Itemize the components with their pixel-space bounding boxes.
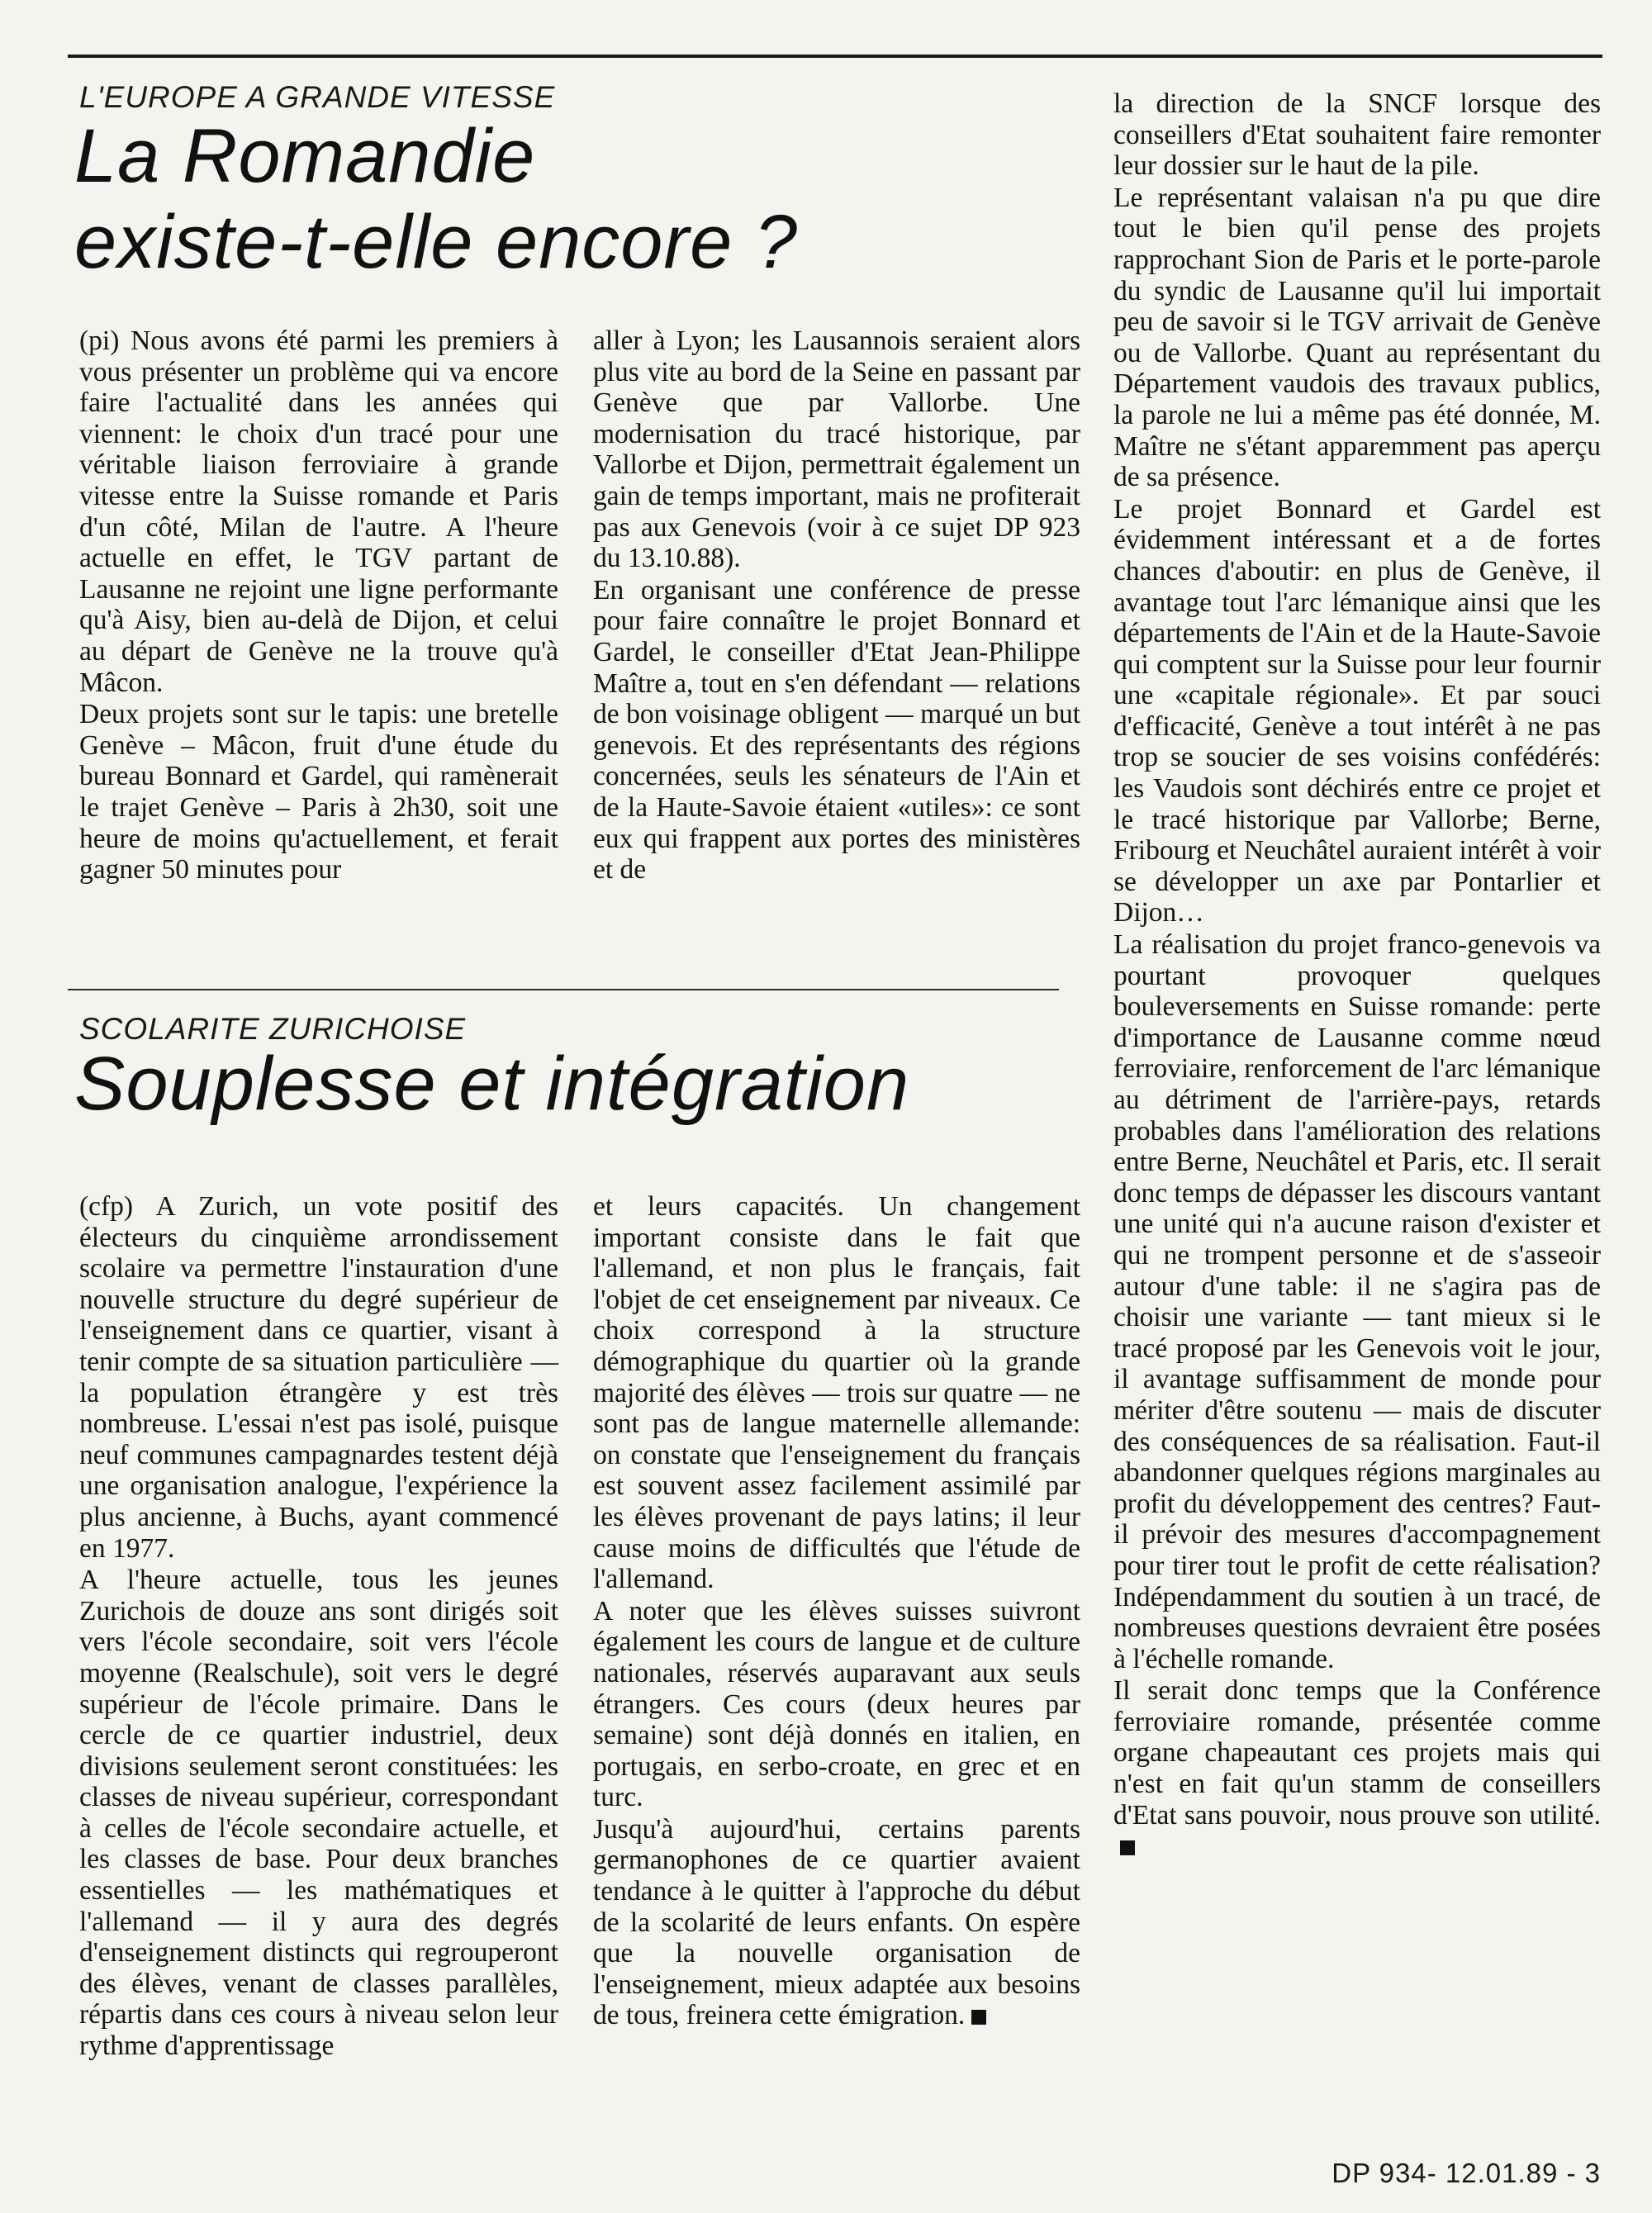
paragraph: A l'heure actuelle, tous les jeunes Zurichois de douze ans sont dirigés soit vers l'école secondaire, soit vers l'école moyenne (Realschule), soit vers le degré supérieur de l'école primaire. Dans le cercle de ce quartier industriel, deux divisions seulement seront constituées: les classes de niveau supérieur, correspondant à celles de l'école secondaire actuelle, et les classes de base. Pour deux branches essentielles — les mathématiques et l'allemand — il y aura des degrés d'enseignement distincts qui regrouperont des élèves, venant de classes parallèles, répartis dans ces cours à niveau selon leur rythme d'apprentissage bbox=[79, 1565, 558, 2062]
paragraph: En organisant une conférence de presse pour faire connaître le projet Bonnard et Gardel, le conseiller d'Etat Jean-Philippe Maître a, tout en s'en défendant — relations de bon voisinage obligent — marqué un but genevois. Et des représentants des régions concernées, seuls les sénateurs de l'Ain et de la Haute-Savoie étaient «utiles»: ce sont eux qui frappent aux portes des ministères et de bbox=[593, 574, 1080, 886]
top-rule bbox=[68, 55, 1602, 58]
article-headline bbox=[74, 113, 798, 285]
paragraph-text: Il serait donc temps que la Conférence ferroviaire romande, présentée comme organe chapeautant ces projets mais qui n'est en fait qu'un stamm de conseillers d'Etat sans pouvoir, nous prouve son utilité. bbox=[1113, 1675, 1601, 1831]
article-kicker: L'EUROPE A GRANDE VITESSE bbox=[79, 80, 556, 114]
paragraph-text: Jusqu'à aujourd'hui, certains parents germanophones de ce quartier avaient tendance à le quitter à l'approche du début de la scolarité de leurs enfants. On espère que la nouvelle organisation de l'enseignement, mieux adaptée aux besoins de tous, freinera cette émigration. bbox=[593, 1813, 1080, 2031]
section-rule bbox=[68, 989, 1059, 990]
paragraph: Le projet Bonnard et Gardel est évidemment intéressant et a de fortes chances d'aboutir: en plus de Genève, il avantage tout l'arc lémanique ainsi que les départements de l'Ain et de la Haute-Savoie qui comptent sur la Suisse pour leur fournir une «capitale régionale». Et par souci d'efficacité, Genève a tout intérêt à ne pas trop se soucier de ses voisins confédérés: les Vaudois sont déchirés entre ce projet et le tracé historique par Vallorbe; Berne, Fribourg et Neuchâtel auraient intérêt à voir se développer un axe par Pontarlier et Dijon… bbox=[1113, 493, 1601, 928]
paragraph: et leurs capacités. Un changement important consiste dans le fait que l'allemand, et non plus le français, fait l'objet de cet enseignement par niveaux. Ce choix correspond à la structure démographique du quartier où la grande majorité des élèves — trois sur quatre — ne sont pas de langue maternelle allemande: on constate que l'enseignement du français est souvent assez facilement assimilé par les élèves provenant de pays latins; il leur cause moins de difficultés que l'étude de l'allemand. bbox=[593, 1191, 1080, 1595]
page-footer: DP 934- 12.01.89 - 3 bbox=[1332, 2158, 1601, 2188]
paragraph: Deux projets sont sur le tapis: une bretelle Genève – Mâcon, fruit d'une étude du bureau Bonnard et Gardel, qui ramènerait le trajet Genève – Paris à 2h30, soit une heure de moins qu'actuellement, et ferait gagner 50 minutes pour bbox=[79, 699, 558, 886]
article-column bbox=[593, 1191, 1080, 2031]
paragraph: (pi) Nous avons été parmi les premiers à vous présenter un problème qui va encore faire l'actualité dans les années qui viennent: le choix d'un tracé pour une véritable liaison ferroviaire à grande vitesse entre la Suisse romande et Paris d'un côté, Milan de l'autre. A l'heure actuelle en effet, le TGV partant de Lausanne ne rejoint une ligne performante qu'à Aisy, bien au-delà de Dijon, et celui au départ de Genève ne la trouve qu'à Mâcon. bbox=[79, 325, 558, 698]
article-kicker: SCOLARITE ZURICHOISE bbox=[79, 1012, 467, 1046]
paragraph: aller à Lyon; les Lausannois seraient alors plus vite au bord de la Seine en passant par Genève que par Vallorbe. Une modernisation du tracé historique, par Vallorbe et Dijon, permettrait également un gain de temps important, mais ne profiterait pas aux Genevois (voir à ce sujet DP 923 du 13.10.88). bbox=[593, 325, 1080, 574]
article-column bbox=[79, 325, 558, 886]
end-mark-icon bbox=[971, 2010, 986, 2025]
paragraph: La réalisation du projet franco-genevois va pourtant provoquer quelques bouleversements en Suisse romande: perte d'importance de Lausanne comme nœud ferroviaire, renforcement de l'arc lémanique au détriment de l'arrière-pays, retards probables dans l'amélioration des relations entre Berne, Neuchâtel et Paris, etc. Il serait donc temps de dépasser les discours vantant une unité qui n'a aucune raison d'exister et qui ne trompent personne et de s'asseoir autour d'une table: il ne s'agira pas de choisir une variante — tant mieux si le tracé proposé par les Genevois voit le jour, il avantage suffisamment de monde pour mériter d'être soutenu — mais de discuter des conséquences de sa réalisation. Faut-il abandonner quelques régions marginales au profit du développement des centres? Faut-il prévoir des mesures d'accompagnement pour tirer tout le profit de cette réalisation? Indépendamment du soutien à un tracé, de nombreuses questions devraient être posées à l'échelle romande. bbox=[1113, 929, 1601, 1674]
article-headline: Souplesse et intégration bbox=[74, 1042, 910, 1126]
paragraph bbox=[1113, 1675, 1601, 1862]
paragraph: Le représentant valaisan n'a pu que dire tout le bien qu'il pense des projets rapprochant Sion de Paris et le porte-parole du syndic de Lausanne qu'il lui importait peu de savoir si le TGV arrivait de Genève ou de Vallorbe. Quant au représentant du Département vaudois des travaux publics, la parole ne lui a même pas été donnée, M. Maître ne s'étant apparemment pas aperçu de sa présence. bbox=[1113, 182, 1601, 493]
article-column bbox=[1113, 88, 1601, 1862]
end-mark-icon bbox=[1120, 1840, 1135, 1855]
paragraph: A noter que les élèves suisses suivront également les cours de langue et de culture nationales, réservés auparavant aux seuls étrangers. Ces cours (deux heures par semaine) sont déjà donnés en italien, en portugais, en serbo-croate, en grec et en turc. bbox=[593, 1595, 1080, 1813]
headline-line: La Romandie bbox=[74, 114, 536, 198]
paragraph bbox=[593, 1814, 1080, 2031]
article-column bbox=[79, 1191, 558, 2062]
paragraph: la direction de la SNCF lorsque des conseillers d'Etat souhaitent faire remonter leur dossier sur le haut de la pile. bbox=[1113, 88, 1601, 182]
headline-line: existe-t-elle encore ? bbox=[74, 200, 798, 284]
article-column bbox=[593, 325, 1080, 886]
paragraph: (cfp) A Zurich, un vote positif des électeurs du cinquième arrondissement scolaire va permettre l'instauration d'une nouvelle structure du degré supérieur de l'enseignement dans ce quartier, visant à tenir compte de sa situation particulière — la population étrangère y est très nombreuse. L'essai n'est pas isolé, puisque neuf communes campagnardes testent déjà une organisation analogue, l'expérience la plus ancienne, à Buchs, ayant commencé en 1977. bbox=[79, 1191, 558, 1564]
